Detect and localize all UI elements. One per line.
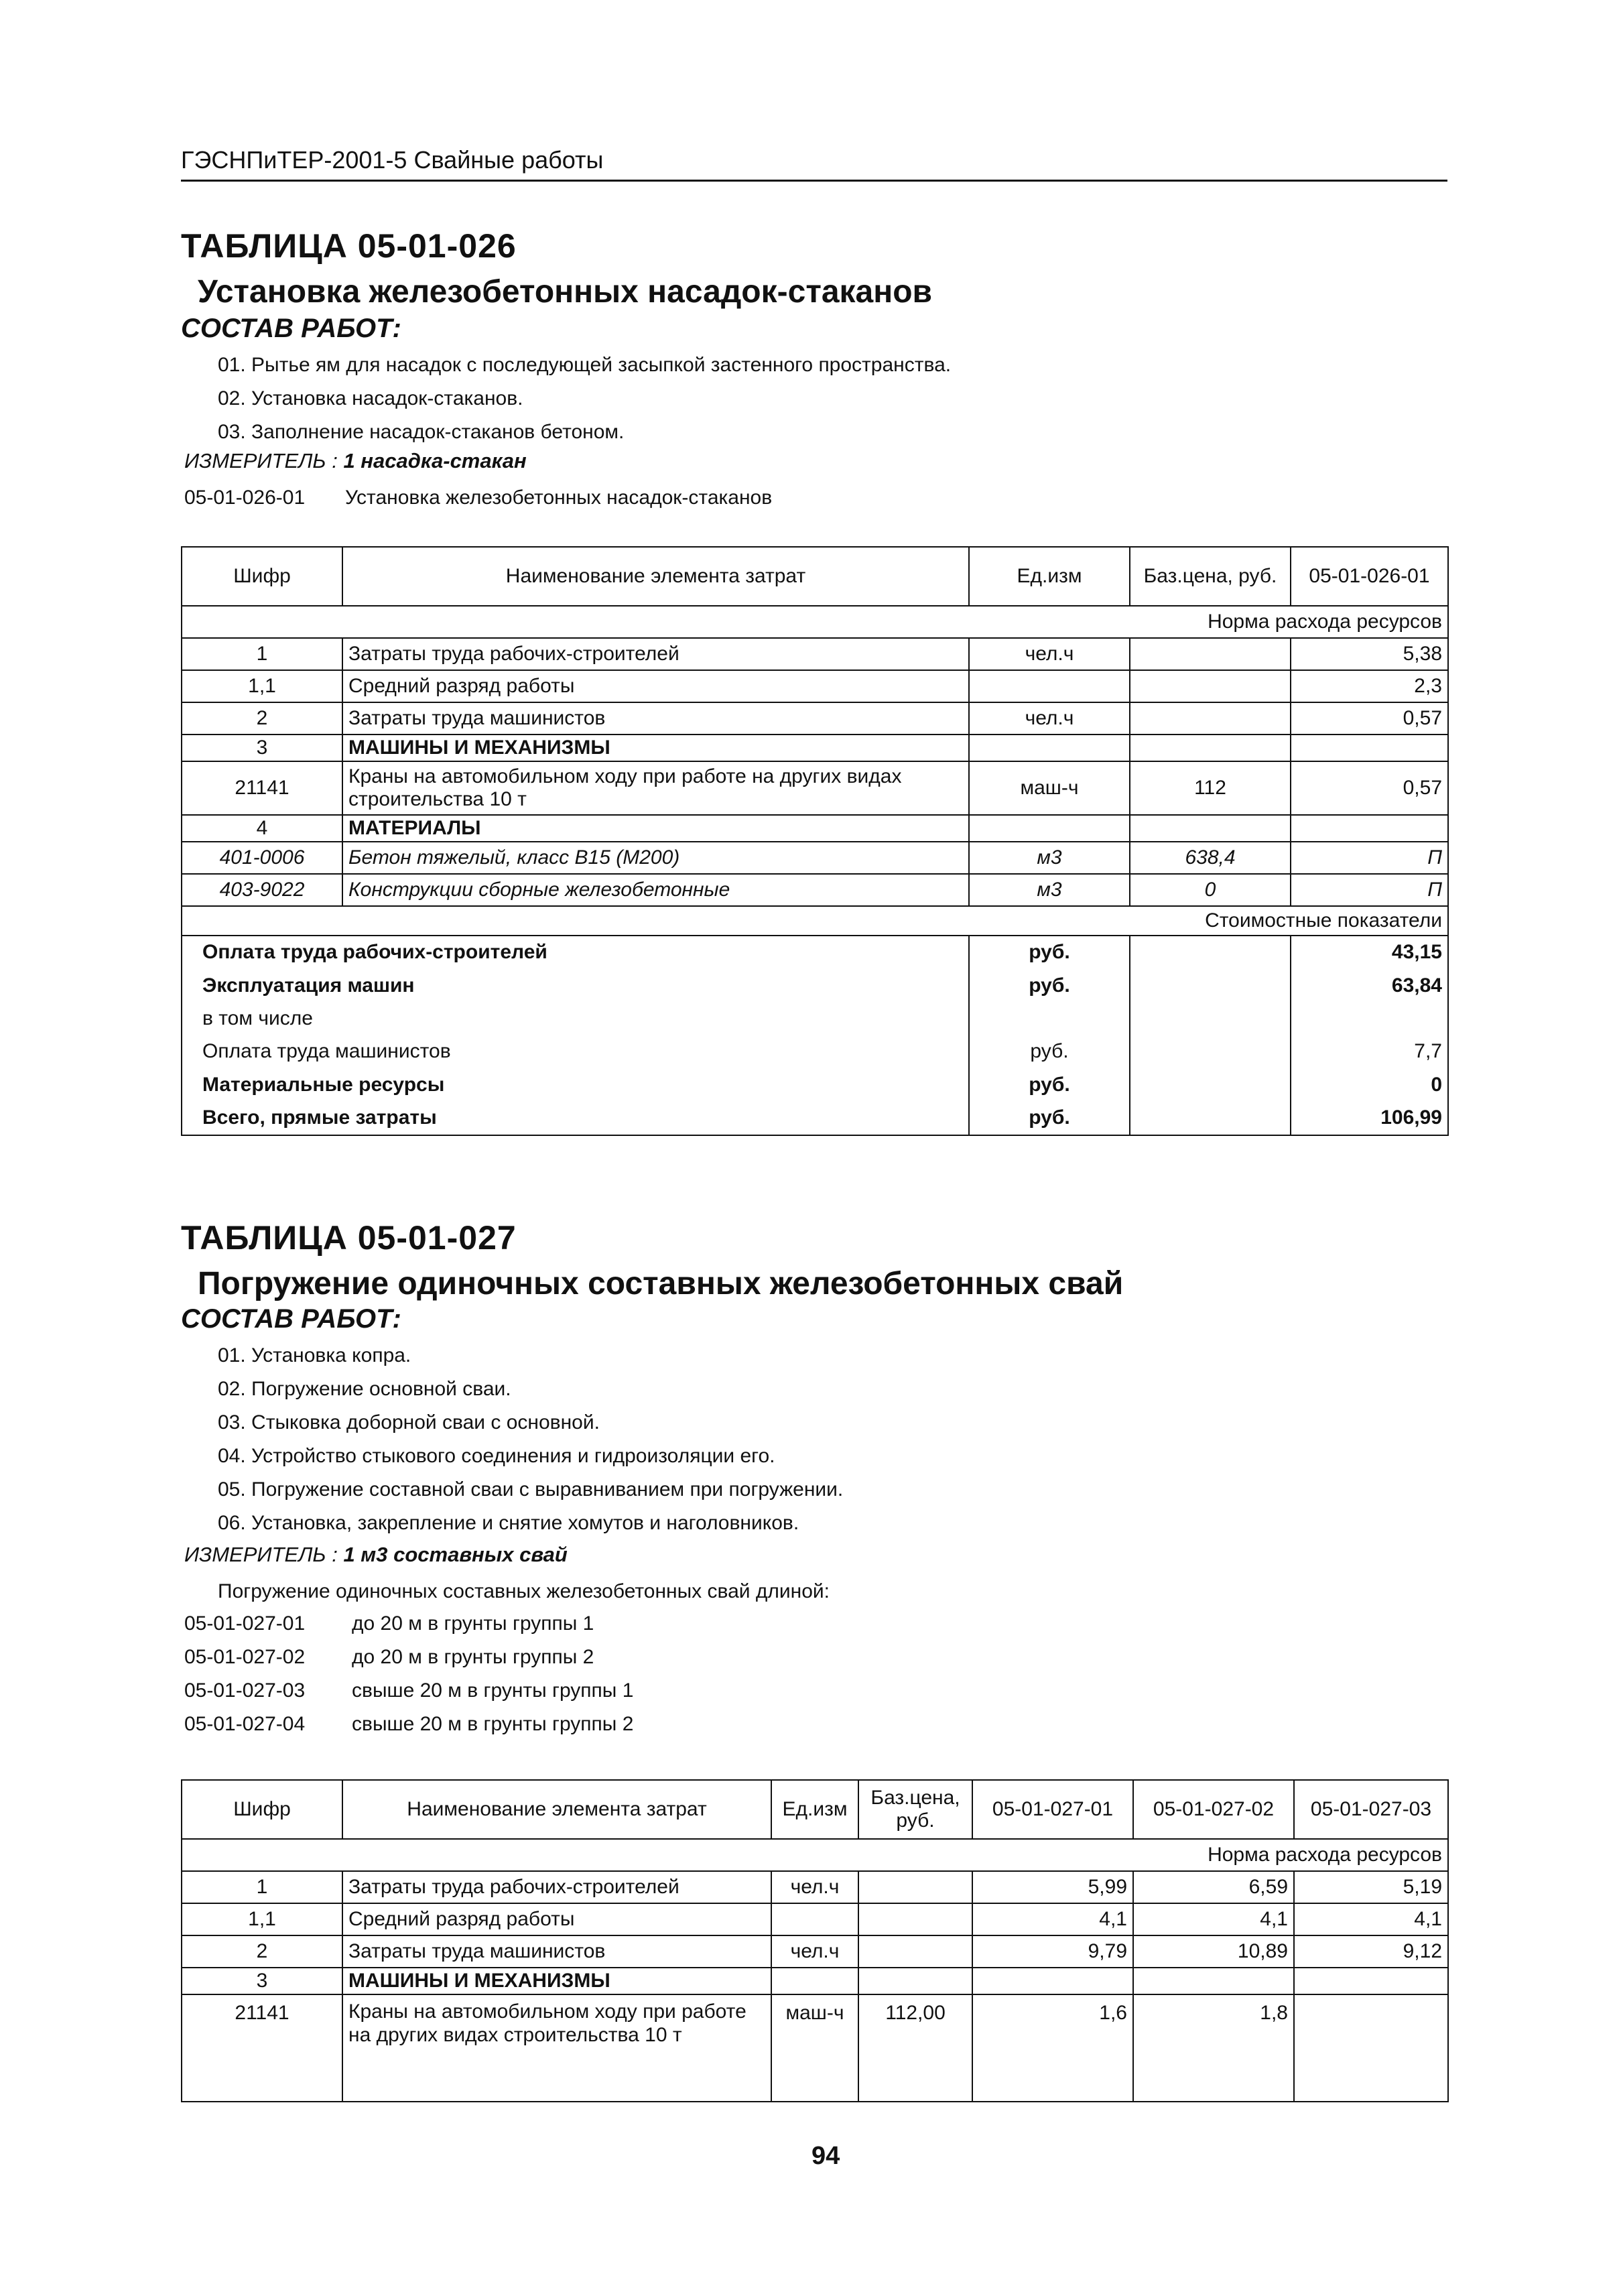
cell-unit: чел.ч xyxy=(771,1935,858,1968)
code-description: Установка железобетонных насадок-стаканов xyxy=(345,487,773,509)
table-1-title: Установка железобетонных насадок-стаканов xyxy=(198,274,933,310)
running-header: ГЭСНПиТЕР-2001-5 Свайные работы xyxy=(181,146,1447,182)
cell-price xyxy=(1130,638,1291,670)
table-2-measure xyxy=(184,1543,568,1567)
table-row xyxy=(182,1935,1448,1968)
cell-code: 2 xyxy=(182,702,342,735)
cell-name: Краны на автомобильном ходу при работе на других видах строительства 10 т xyxy=(342,761,969,815)
table-row xyxy=(182,1994,1448,2102)
cost-row xyxy=(182,936,1448,969)
cost-unit: руб. xyxy=(969,1068,1130,1102)
cost-price xyxy=(1130,1003,1291,1035)
table-header-row xyxy=(182,547,1448,606)
cell-name: Средний разряд работы xyxy=(342,670,969,702)
table-1 xyxy=(181,546,1449,1136)
table-row xyxy=(182,1903,1448,1935)
cell-name: Бетон тяжелый, класс B15 (M200) xyxy=(342,842,969,874)
cost-unit: руб. xyxy=(969,936,1130,969)
cell-name: МАШИНЫ И МЕХАНИЗМЫ xyxy=(342,1968,771,1994)
cost-value: 0 xyxy=(1291,1068,1448,1102)
cell-value: П xyxy=(1291,874,1448,906)
column-header: Шифр xyxy=(182,547,342,606)
operation-item: 01. Установка копра. xyxy=(218,1344,411,1366)
cell-price: 638,4 xyxy=(1130,842,1291,874)
operation-item: 02. Погружение основной сваи. xyxy=(218,1378,511,1400)
cell-value-1: 9,79 xyxy=(972,1935,1133,1968)
table-row xyxy=(182,638,1448,670)
column-header: Наименование элемента затрат xyxy=(342,1780,771,1839)
cell-name: Затраты труда машинистов xyxy=(342,702,969,735)
column-header: Ед.изм xyxy=(969,547,1130,606)
cell-unit xyxy=(969,670,1130,702)
column-header: Ед.изм xyxy=(771,1780,858,1839)
cell-value-2: 1,8 xyxy=(1133,1994,1294,2102)
cell-value: П xyxy=(1291,842,1448,874)
cell-code: 2 xyxy=(182,1935,342,1968)
cost-unit xyxy=(969,1003,1130,1035)
variant-item xyxy=(184,1708,633,1741)
cell-name: Затраты труда рабочих-строителей xyxy=(342,1871,771,1903)
band-norma: Норма расхода ресурсов xyxy=(182,1839,1448,1871)
cell-price: 0 xyxy=(1130,874,1291,906)
variant-code: 05-01-027-03 xyxy=(184,1679,306,1702)
cell-value-2: 6,59 xyxy=(1133,1871,1294,1903)
cell-value: 5,38 xyxy=(1291,638,1448,670)
cell-price xyxy=(858,1968,972,1994)
cell-unit xyxy=(771,1903,858,1935)
cell-value-3: 9,12 xyxy=(1294,1935,1448,1968)
cost-unit: руб. xyxy=(969,1035,1130,1068)
cell-value-2: 4,1 xyxy=(1133,1903,1294,1935)
cell-unit: м3 xyxy=(969,874,1130,906)
cell-code: 401-0006 xyxy=(182,842,342,874)
variant-item xyxy=(184,1607,633,1641)
cell-value: 0,57 xyxy=(1291,702,1448,735)
cell-unit xyxy=(969,815,1130,842)
cell-value-1 xyxy=(972,1968,1133,1994)
cell-value-1: 4,1 xyxy=(972,1903,1133,1935)
cell-code: 3 xyxy=(182,1968,342,1994)
table-row xyxy=(182,874,1448,906)
cell-name: Затраты труда машинистов xyxy=(342,1935,771,1968)
column-header: 05-01-027-01 xyxy=(972,1780,1133,1839)
table-row xyxy=(182,702,1448,735)
cost-value xyxy=(1291,1003,1448,1035)
cell-value-1: 1,6 xyxy=(972,1994,1133,2102)
cell-code: 1 xyxy=(182,638,342,670)
table-2-intro: Погружение одиночных составных железобетонных свай длиной: xyxy=(218,1580,830,1602)
cell-code: 1,1 xyxy=(182,670,342,702)
variant-desc: свыше 20 м в грунты группы 2 xyxy=(352,1713,634,1735)
table-2 xyxy=(181,1779,1449,2102)
cell-value-3 xyxy=(1294,1994,1448,2102)
cost-row xyxy=(182,969,1448,1003)
cell-value-3: 5,19 xyxy=(1294,1871,1448,1903)
cell-value-2 xyxy=(1133,1968,1294,1994)
code: 05-01-026-01 xyxy=(184,487,306,509)
cell-name: Краны на автомобильном ходу при работе на других видах строительства 10 т xyxy=(342,1994,771,2102)
cost-price xyxy=(1130,936,1291,969)
table-2-title: Погружение одиночных составных железобетонных свай xyxy=(198,1266,1124,1301)
variant-desc: свыше 20 м в грунты группы 1 xyxy=(352,1679,634,1702)
cell-unit: м3 xyxy=(969,842,1130,874)
cost-row xyxy=(182,1102,1448,1135)
table-row xyxy=(182,815,1448,842)
cell-name: МАТЕРИАЛЫ xyxy=(342,815,969,842)
cost-price xyxy=(1130,1035,1291,1068)
variant-item xyxy=(184,1674,633,1708)
band-row xyxy=(182,1839,1448,1871)
column-header: Наименование элемента затрат xyxy=(342,547,969,606)
table-2-operations xyxy=(218,1339,843,1540)
column-header: Шифр xyxy=(182,1780,342,1839)
measure-label: ИЗМЕРИТЕЛЬ : xyxy=(184,449,338,472)
cell-code: 21141 xyxy=(182,1994,342,2102)
operation-item: 04. Устройство стыкового соединения и гидроизоляции его. xyxy=(218,1445,775,1467)
cell-price xyxy=(1130,670,1291,702)
column-header: 05-01-027-02 xyxy=(1133,1780,1294,1839)
variant-code: 05-01-027-04 xyxy=(184,1713,306,1735)
cell-unit: чел.ч xyxy=(771,1871,858,1903)
cell-name: Средний разряд работы xyxy=(342,1903,771,1935)
cell-code: 21141 xyxy=(182,761,342,815)
variant-desc: до 20 м в грунты группы 1 xyxy=(352,1612,594,1635)
cost-price xyxy=(1130,1068,1291,1102)
band-row xyxy=(182,606,1448,638)
cost-unit: руб. xyxy=(969,1102,1130,1135)
cell-value-3: 4,1 xyxy=(1294,1903,1448,1935)
cell-unit: чел.ч xyxy=(969,638,1130,670)
table-header-row xyxy=(182,1780,1448,1839)
cell-name: Конструкции сборные железобетонные xyxy=(342,874,969,906)
table-row xyxy=(182,1871,1448,1903)
table-1-sostav-label: СОСТАВ РАБОТ: xyxy=(181,314,401,343)
operation-item: 05. Погружение составной сваи с выравниванием при погружении. xyxy=(218,1478,844,1501)
cost-value: 63,84 xyxy=(1291,969,1448,1003)
column-header: Баз.цена, руб. xyxy=(1130,547,1291,606)
cell-value xyxy=(1291,735,1448,761)
cell-code: 1,1 xyxy=(182,1903,342,1935)
operation-item: 03. Стыковка доборной сваи с основной. xyxy=(218,1411,600,1433)
cost-name: в том числе xyxy=(182,1003,969,1035)
measure-label: ИЗМЕРИТЕЛЬ : xyxy=(184,1543,338,1566)
cell-price: 112 xyxy=(1130,761,1291,815)
cost-name: Материальные ресурсы xyxy=(182,1068,969,1102)
variant-item xyxy=(184,1641,633,1674)
cost-name: Оплата труда машинистов xyxy=(182,1035,969,1068)
cost-name: Всего, прямые затраты xyxy=(182,1102,969,1135)
column-header: 05-01-027-03 xyxy=(1294,1780,1448,1839)
operation-item: 03. Заполнение насадок-стаканов бетоном. xyxy=(218,421,625,443)
cell-code: 403-9022 xyxy=(182,874,342,906)
cell-value: 0,57 xyxy=(1291,761,1448,815)
cost-price xyxy=(1130,1102,1291,1135)
measure-value: 1 насадка-стакан xyxy=(343,449,527,472)
cell-value-2: 10,89 xyxy=(1133,1935,1294,1968)
cell-price xyxy=(1130,735,1291,761)
cell-unit: чел.ч xyxy=(969,702,1130,735)
cell-unit: маш-ч xyxy=(969,761,1130,815)
table-row xyxy=(182,735,1448,761)
table-2-name: ТАБЛИЦА 05-01-027 xyxy=(181,1219,517,1257)
cost-row xyxy=(182,1068,1448,1102)
cost-unit: руб. xyxy=(969,969,1130,1003)
cell-value: 2,3 xyxy=(1291,670,1448,702)
cell-unit: маш-ч xyxy=(771,1994,858,2102)
cell-price: 112,00 xyxy=(858,1994,972,2102)
cell-unit xyxy=(771,1968,858,1994)
column-header: 05-01-026-01 xyxy=(1291,547,1448,606)
table-1-measure xyxy=(184,449,527,473)
cell-price xyxy=(1130,702,1291,735)
table-1-operations xyxy=(218,348,951,449)
cell-price xyxy=(858,1871,972,1903)
cell-value-3 xyxy=(1294,1968,1448,1994)
cell-code: 3 xyxy=(182,735,342,761)
variant-code: 05-01-027-02 xyxy=(184,1646,306,1668)
cell-price xyxy=(858,1935,972,1968)
cell-code: 4 xyxy=(182,815,342,842)
cell-value xyxy=(1291,815,1448,842)
table-row xyxy=(182,761,1448,815)
cost-price xyxy=(1130,969,1291,1003)
cell-value-1: 5,99 xyxy=(972,1871,1133,1903)
band-stoim: Стоимостные показатели xyxy=(182,906,1448,936)
variant-code: 05-01-027-01 xyxy=(184,1612,306,1635)
band-norma: Норма расхода ресурсов xyxy=(182,606,1448,638)
cost-name: Эксплуатация машин xyxy=(182,969,969,1003)
cell-name: Затраты труда рабочих-строителей xyxy=(342,638,969,670)
table-row xyxy=(182,842,1448,874)
table-1-code-line xyxy=(184,487,772,509)
variant-desc: до 20 м в грунты группы 2 xyxy=(352,1646,594,1668)
cell-name: МАШИНЫ И МЕХАНИЗМЫ xyxy=(342,735,969,761)
operation-item: 06. Установка, закрепление и снятие хомутов и наголовников. xyxy=(218,1512,799,1534)
cost-value: 43,15 xyxy=(1291,936,1448,969)
table-2-sostav-label: СОСТАВ РАБОТ: xyxy=(181,1304,401,1334)
cost-row xyxy=(182,1035,1448,1068)
operation-item: 01. Рытье ям для насадок с последующей засыпкой застенного пространства. xyxy=(218,354,952,376)
cell-price xyxy=(1130,815,1291,842)
operation-item: 02. Установка насадок-стаканов. xyxy=(218,387,523,409)
cost-row xyxy=(182,1003,1448,1035)
cell-price xyxy=(858,1903,972,1935)
column-header: Баз.цена, руб. xyxy=(858,1780,972,1839)
table-row xyxy=(182,1968,1448,1994)
cell-unit xyxy=(969,735,1130,761)
measure-value: 1 м3 составных свай xyxy=(343,1543,568,1566)
cost-name: Оплата труда рабочих-строителей xyxy=(182,936,969,969)
table-1-name: ТАБЛИЦА 05-01-026 xyxy=(181,227,517,265)
table-row xyxy=(182,670,1448,702)
page-number: 94 xyxy=(812,2142,840,2170)
cell-code: 1 xyxy=(182,1871,342,1903)
band-row xyxy=(182,906,1448,936)
cost-value: 7,7 xyxy=(1291,1035,1448,1068)
cost-value: 106,99 xyxy=(1291,1102,1448,1135)
table-2-variants xyxy=(184,1607,633,1741)
